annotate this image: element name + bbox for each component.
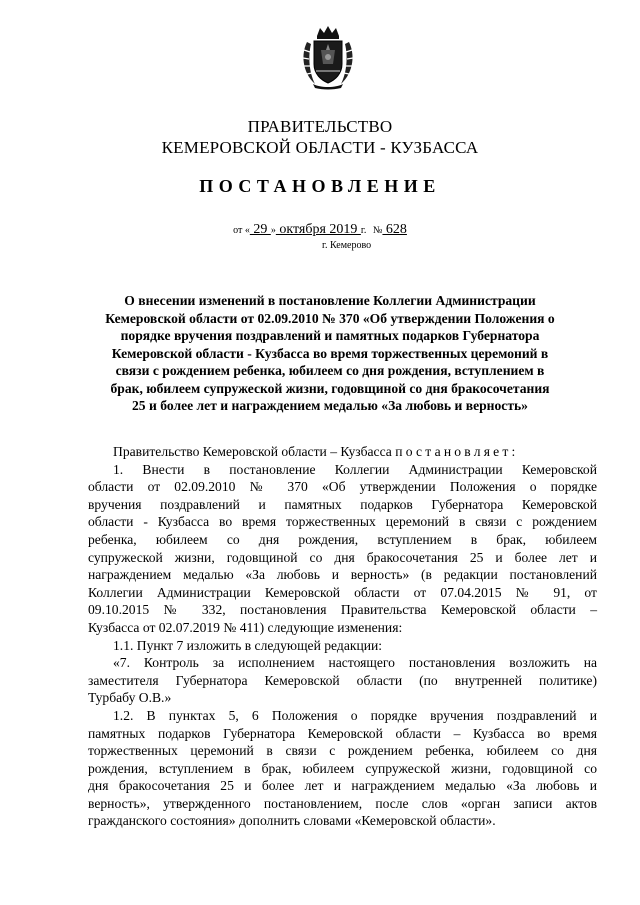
document-type-heading: ПОСТАНОВЛЕНИЕ	[199, 176, 441, 196]
title-line: 25 и более лет и награждением медалью «За любовь и верность»	[132, 398, 528, 413]
body-line: Кузбасса от 02.07.2019 № 411) следующие изменения:	[88, 619, 403, 635]
body-line: Турбабу О.В.»	[88, 690, 172, 706]
title-line: Кемеровской области - Кузбасса во время торжественных церемоний в	[111, 345, 549, 361]
title-line: Кемеровской области от 02.09.2010 № 370 «Об утверждении Положения о	[105, 310, 555, 326]
body-line: супружеской жизни, годовщиной со дня бракосочетания 25 и более лет и	[88, 549, 597, 565]
government-title-line2: КЕМЕРОВСКОЙ ОБЛАСТИ - КУЗБАССА	[161, 138, 479, 157]
document-date-line	[0, 221, 640, 238]
body-line: гражданского состояния» дополнить словами «Кемеровской области».	[88, 813, 496, 829]
number-label: №	[372, 225, 383, 236]
title-line: порядке вручения поздравлений и памятных подарков Губернатора	[120, 328, 540, 343]
title-line: О внесении изменений в постановление Коллегии Администрации	[124, 293, 536, 308]
title-line: связи с рождением ребенка, юбилеем со дня рождения, вступлением в	[115, 363, 545, 378]
body-line: 09.10.2015 № 332, постановления Правительства Кемеровской области –	[88, 602, 597, 618]
date-year-suffix: г.	[360, 225, 367, 236]
body-line: 1.1. Пункт 7 изложить в следующей редакции:	[113, 637, 383, 653]
body-line: 1.2. В пунктах 5, 6 Положения о порядке вручения поздравлений и	[113, 707, 597, 723]
document-body	[88, 443, 597, 830]
body-intro	[88, 443, 597, 461]
intro-decree-word: постановляет:	[395, 444, 519, 459]
body-line: памятных подарков Губернатора Кемеровской области – Кузбасса во время	[88, 725, 597, 741]
body-line: области - Кузбасса во время торжественных церемоний в связи с рождением	[88, 514, 597, 530]
coat-of-arms-icon	[299, 26, 357, 90]
document-number: 628	[382, 222, 407, 237]
body-line: вручения поздравлений и памятных подарков Губернатора Кемеровской	[88, 496, 597, 512]
body-line: рождения, вступлением в брак, юбилеем супружеской жизни, годовщиной со	[88, 760, 597, 776]
intro-text: Правительство Кемеровской области – Кузбасса	[113, 444, 396, 459]
body-line: 1. Внести в постановление Коллегии Администрации Кемеровской	[113, 461, 597, 477]
body-line: Коллегии Администрации Кемеровской области от 07.04.2015 № 91, от	[88, 584, 597, 600]
body-line: торжественных церемоний в связи с рождением ребенка, юбилеем со дня	[88, 743, 597, 759]
body-line: «7. Контроль за исполнением настоящего постановления возложить на	[113, 655, 597, 671]
title-line: брак, юбилеем супружеской жизни, годовщиной со дня бракосочетания	[110, 380, 550, 396]
body-line: верность», утвержденного постановлением, после слов «орган записи актов	[88, 795, 597, 811]
body-line: дня бракосочетания 25 и более лет и награждением медалью «За любовь и	[88, 778, 597, 794]
date-mid: »	[270, 225, 276, 236]
body-line: области от 02.09.2010 № 370 «Об утверждении Положения о порядке	[88, 479, 597, 495]
document-city: г. Кемерово	[322, 240, 372, 251]
document-title	[104, 292, 556, 415]
government-title-line1: ПРАВИТЕЛЬСТВО	[247, 117, 393, 136]
body-line: ребенка, юбилеем со дня рождения, вступлением в брак, юбилеем	[88, 531, 597, 547]
date-day: 29	[249, 222, 271, 237]
body-line: заместителя Губернатора Кемеровской области (по внутренней политике)	[88, 672, 597, 688]
date-prefix: от «	[233, 225, 250, 236]
body-line: награждением медалью «За любовь и верность» (в редакции постановлений	[88, 567, 597, 583]
date-month-year: октября 2019	[275, 222, 361, 237]
